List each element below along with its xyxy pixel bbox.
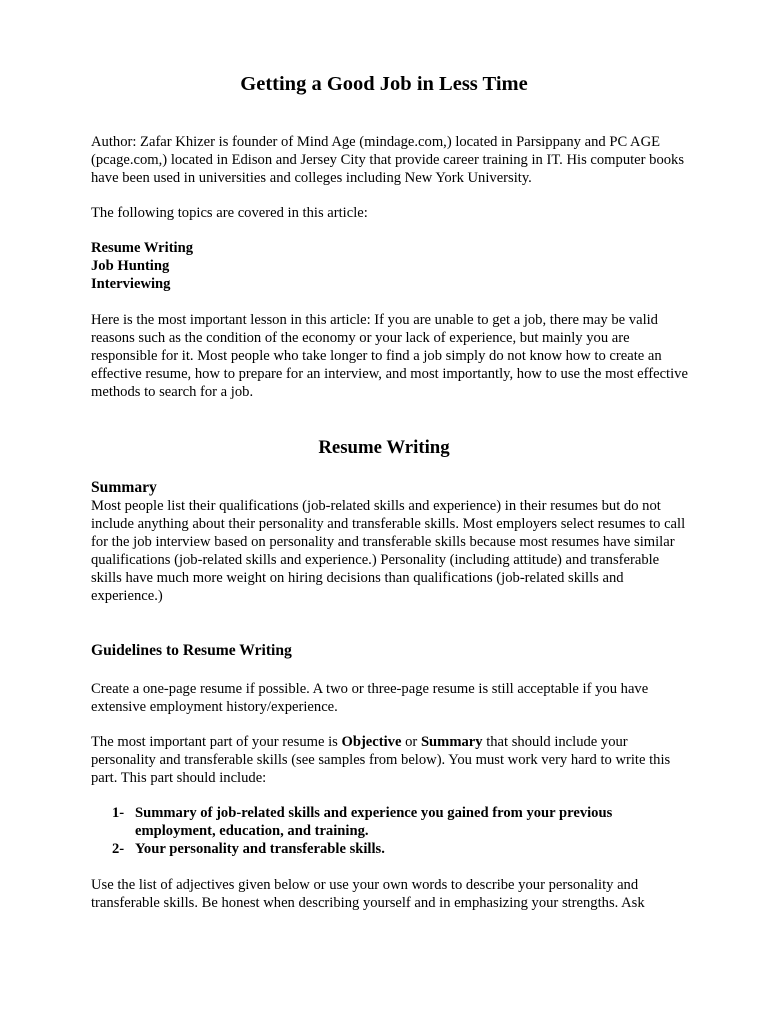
lesson-paragraph: Here is the most important lesson in this article: If you are unable to get a job, there may be valid reasons such as the condition of the economy or your lack of experience, but mainly you are responsible for it. Most people who take longer to find a job simply do not know how to create an effective resume, how to prepare for an interview, and most importantly, how to use the most effective methods to search for a job.: [91, 312, 688, 400]
section-heading-resume-writing: Resume Writing: [318, 437, 450, 458]
topic-item: Interviewing: [91, 276, 171, 292]
topic-item: Job Hunting: [91, 258, 170, 274]
list-item-text: Summary of job-related skills and experience you gained from your previous employment, education, and training.: [135, 805, 613, 839]
author-paragraph: Author: Zafar Khizer is founder of Mind Age (mindage.com,) located in Parsippany and PC AGE (pcage.com,) located in Edison and Jersey City that provide career training in IT. His computer books have been used in universities and colleges including New York University.: [91, 134, 685, 186]
summary-term: Summary: [420, 734, 483, 750]
guidelines-heading: Guidelines to Resume Writing: [91, 642, 292, 659]
list-item: [112, 840, 672, 858]
topics-list: [91, 239, 193, 293]
topics-intro: The following topics are covered in this article:: [91, 205, 368, 221]
document-title: Getting a Good Job in Less Time: [240, 73, 528, 95]
list-item-text: Your personality and transferable skills.: [135, 841, 385, 857]
summary-paragraph: Most people list their qualifications (job-related skills and experience) in their resumes but do not include anything about their personality and transferable skills. Most employers select resumes to call for the job interview based on personality and transferable skills because most resumes have similar qualifications (job-related skills and experience.) Personality (including attitude) and transferable skills have much more weight on hiring decisions than qualifications (job-related skills and experience.): [91, 498, 686, 604]
list-number: 1-: [112, 805, 125, 821]
list-number: 2-: [112, 841, 125, 857]
summary-heading: Summary: [91, 479, 157, 496]
include-list: [112, 804, 672, 858]
important-part-paragraph: The most important part of your resume is Objective or Summary that should include your personality and transferable skills (see samples from below). You must work very hard to write this part. This part should include:: [91, 734, 671, 786]
list-item: [112, 804, 672, 840]
objective-term: Objective: [341, 734, 402, 750]
one-page-paragraph: Create a one-page resume if possible. A two or three-page resume is still acceptable if you have extensive employment history/experience.: [91, 681, 649, 715]
adjectives-paragraph: Use the list of adjectives given below or use your own words to describe your personality and transferable skills. Be honest when describing yourself and in emphasizing your strengths. Ask: [91, 877, 645, 911]
topic-item: Resume Writing: [91, 240, 194, 256]
